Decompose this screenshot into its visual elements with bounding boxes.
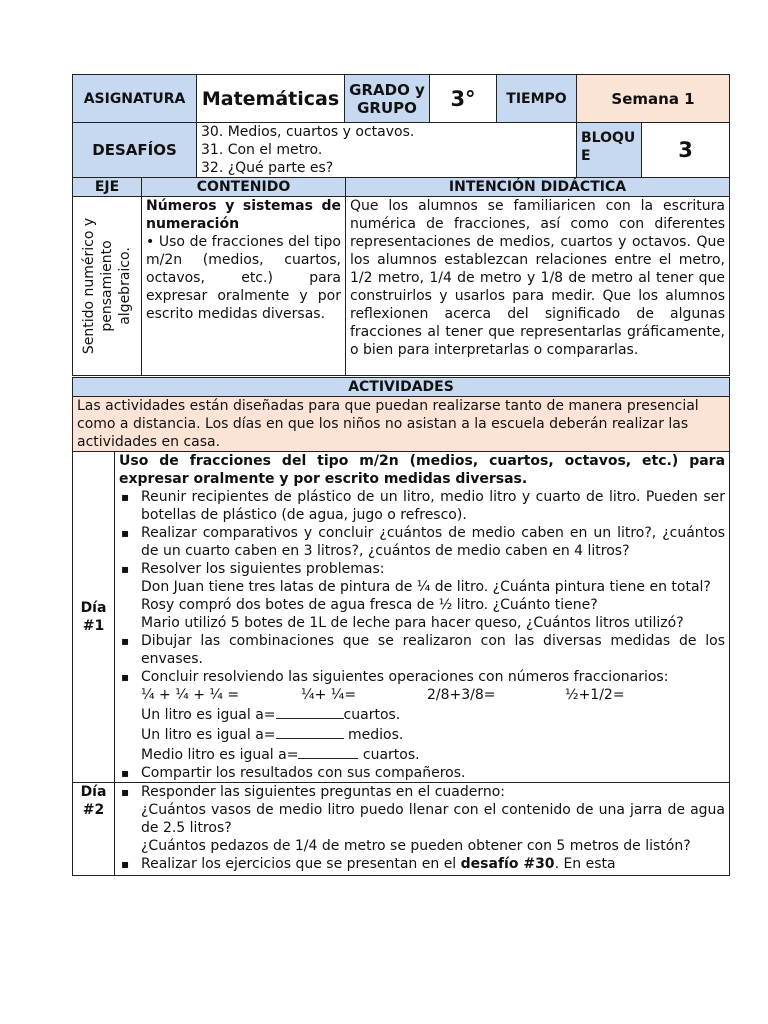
list-item: ▪ Compartir los resultados con sus compañeros. [119,764,725,782]
grado-label: GRADO y GRUPO [345,75,430,123]
contenido-body: • Uso de fracciones del tipo m/2n (medios, cuartos, octavos, etc.) para expresar oralmente y por escrito medidas diversas. [146,234,341,322]
list-item [119,783,725,855]
col-contenido: CONTENIDO [142,178,346,197]
fill-text: medios. [343,727,404,743]
fill-text: cuartos. [343,707,401,723]
dia1-content [115,452,730,783]
actividades-heading: ACTIVIDADES [73,378,730,397]
desafio-ref: desafío #30 [460,856,555,872]
bloque-label: BLOQUE [577,123,642,178]
question-text: ¿Cuántos pedazos de 1/4 de metro se pueden obtener con 5 metros de listón? [141,838,691,854]
asignatura-value: Matemáticas [197,75,345,123]
list-item-text: ▪ Resolver los siguientes problemas: [141,561,385,577]
eje-cell [73,197,142,376]
desafio-item: 30. Medios, cuartos y octavos. [201,124,415,140]
list-item: ▪ Realizar comparativos y concluir ¿cuántos de medio caben en un litro?, ¿cuántos de un cuarto caben en 3 litros?, ¿cuántos de medio caben en 4 litros? [119,524,725,560]
list-item [119,560,725,632]
contenido-cell [142,197,346,376]
fill-text: cuartos. [358,747,420,763]
actividades-note: Las actividades están diseñadas para que puedan realizarse tanto de manera presencial como a distancia. Los días en que los niños no asistan a la escuela deberán realizar las actividades en casa. [73,397,730,452]
operation: ½+1/2= [565,687,625,703]
planning-table [72,177,730,376]
fill-line [141,704,725,724]
list-item: ▪ Dibujar las combinaciones que se realizaron con las diversas medidas de los envases. [119,632,725,668]
col-intencion: INTENCIÓN DIDÁCTICA [346,178,730,197]
dia1-title: Uso de fracciones del tipo m/2n (medios, cuartos, octavos, etc.) para expresar oralmente y por escrito medidas diversas. [119,453,726,487]
list-item-text: . En esta [554,856,616,872]
intencion-text: Que los alumnos se familiaricen con la escritura numérica de fracciones, así como con diferentes representaciones de medios, cuartos y octavos. Que los alumnos establezcan relaciones entre el metro, 1/2 metro, 1/4 de metro y 1/8 de metro al tener que construirlos y usarlos para medir. Que los alumnos reflexionen acerca del significado de algunas fracciones al tener que representarlas gráficamente, o bien para interpretarlas o compararlas. [346,197,730,376]
tiempo-label: TIEMPO [497,75,577,123]
fill-text: Medio litro es igual a= [141,747,299,763]
operation: 2/8+3/8= [427,687,496,703]
activities-table [72,377,730,876]
operation: ¼ + ¼ + ¼ = [141,687,240,703]
problem-text: Don Juan tiene tres latas de pintura de ¼ de litro. ¿Cuánta pintura tiene en total? [141,579,711,595]
desafio-item: 32. ¿Qué parte es? [201,160,334,176]
dia2-list [119,783,725,873]
blank [276,724,344,739]
list-item [119,855,725,873]
desafios-label: DESAFÍOS [73,123,197,178]
list-item: ▪ Reunir recipientes de plástico de un litro, medio litro y cuarto de litro. Pueden ser botellas de plástico (de agua, jugo o refresco). [119,488,725,524]
col-eje: EJE [73,178,142,197]
question-text: ¿Cuántos vasos de medio litro puedo llenar con el contenido de una jarra de agua de 2.5 litros? [141,802,726,836]
list-item-text: Realizar los ejercicios que se presentan en el [141,856,461,872]
list-item-text: ▪ Responder las siguientes preguntas en el cuaderno: [141,784,506,800]
fill-text: Un litro es igual a= [141,707,276,723]
dia2-label: Día #2 [73,783,115,876]
dia1-list [119,488,725,782]
asignatura-label: ASIGNATURA [73,75,197,123]
eje-text: Sentido numérico y pensamiento algebraico. [81,217,133,355]
fill-line [141,724,725,744]
operation: ¼+ ¼= [301,687,357,703]
dia1-label: Día #1 [73,452,115,783]
problem-text: Rosy compró dos botes de agua fresca de ½ litro. ¿Cuánto tiene? [141,597,598,613]
desafio-item: 31. Con el metro. [201,142,323,158]
tiempo-value: Semana 1 [577,75,730,123]
contenido-title: Números y sistemas de numeración [146,198,341,232]
blank [276,704,344,719]
dia2-content [115,783,730,876]
list-item [119,668,725,764]
header-table [72,74,730,178]
blank [298,744,358,759]
fill-text: Un litro es igual a= [141,727,276,743]
desafios-list [197,123,577,178]
grado-value: 3° [430,75,497,123]
list-item-text: ▪ Concluir resolviendo las siguientes operaciones con números fraccionarios: [141,669,669,685]
fraction-operations [141,686,725,704]
bloque-value: 3 [642,123,730,178]
fill-line [141,744,725,764]
problem-text: Mario utilizó 5 botes de 1L de leche para hacer queso, ¿Cuántos litros utilizó? [141,615,684,631]
